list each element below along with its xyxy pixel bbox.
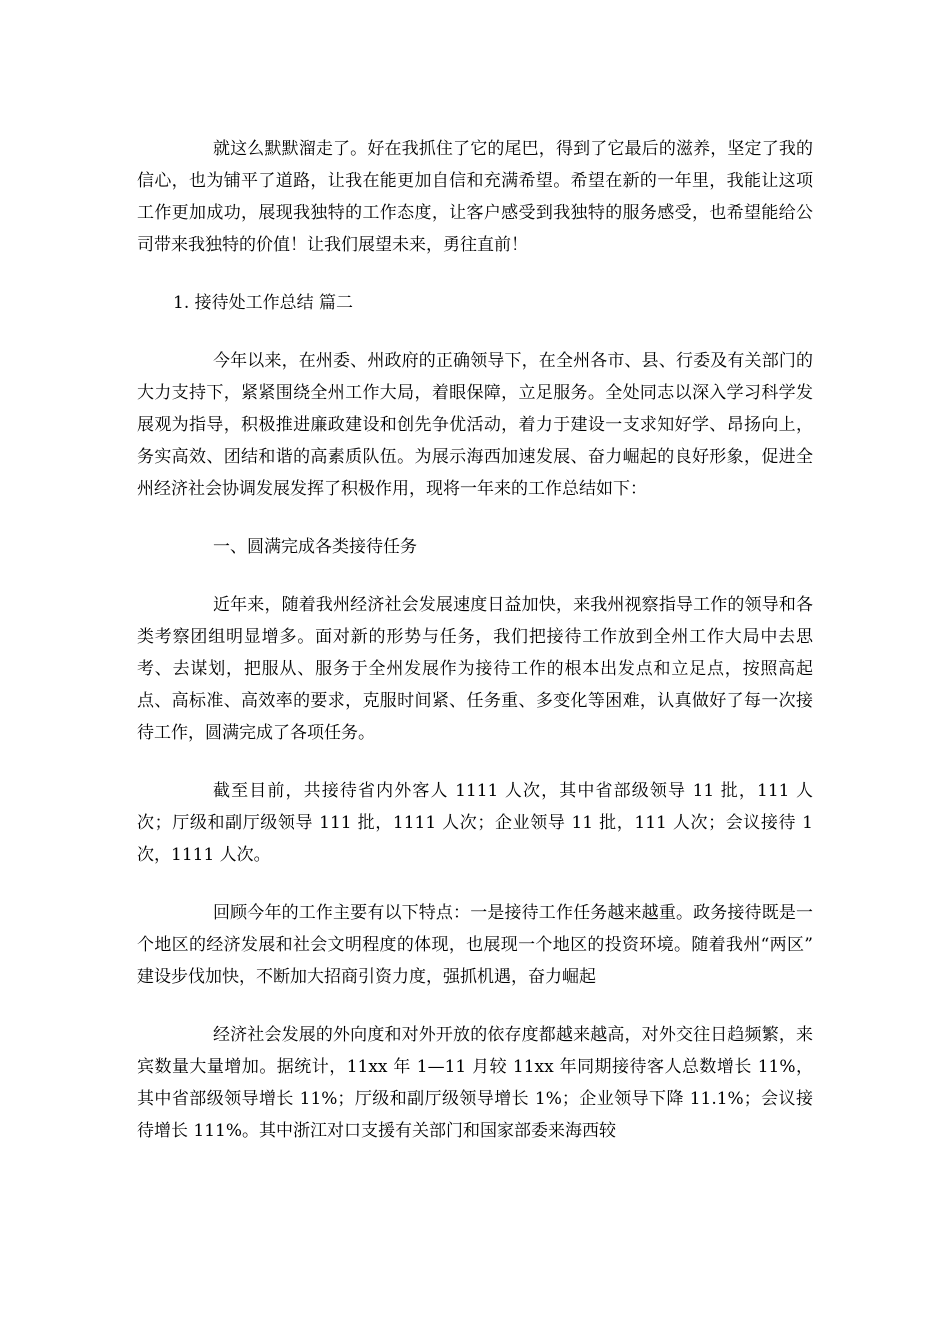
subsection-heading-reception-tasks: 一、圆满完成各类接待任务 — [213, 537, 417, 557]
paragraph-growth-data: 经济社会发展的外向度和对外开放的依存度都越来越高，对外交往日趋频繁，来宾数量大量增加。据统计，11xx 年 1—11 月较 11xx 年同期接待客人总数增长 11%，其中省部级领导增长 11%；厅级和副厅级领导增长 1%；企业领导下降 11.1%；会议接待增长 111%。其中浙江对口支援有关部门和国家部委来海西较 — [137, 1025, 813, 1141]
document-body — [137, 133, 813, 1173]
paragraph-closing-reflection: 就这么默默溜走了。好在我抓住了它的尾巴，得到了它最后的滋养，坚定了我的信心，也为铺平了道路，让我在能更加自信和充满希望。希望在新的一年里，我能让这项工作更加成功，展现我独特的工作态度，让客户感受到我独特的服务感受，也希望能给公司带来我独特的价值！让我们展望未来，勇往直前！ — [137, 139, 813, 255]
section-heading-reception-summary: 1. 接待处工作总结 篇二 — [173, 293, 354, 313]
paragraph-recent-years: 近年来，随着我州经济社会发展速度日益加快，来我州视察指导工作的领导和各类考察团组明显增多。面对新的形势与任务，我们把接待工作放到全州工作大局中去思考、去谋划，把服从、服务于全州发展作为接待工作的根本出发点和立足点，按照高起点、高标准、高效率的要求，克服时间紧、任务重、多变化等困难，认真做好了每一次接待工作，圆满完成了各项任务。 — [137, 595, 813, 743]
paragraph-introduction: 今年以来，在州委、州政府的正确领导下，在全州各市、县、行委及有关部门的大力支持下，紧紧围绕全州工作大局，着眼保障，立足服务。全处同志以深入学习科学发展观为指导，积极推进廉政建设和创先争优活动，着力于建设一支求知好学、昂扬向上，务实高效、团结和谐的高素质队伍。为展示海西加速发展、奋力崛起的良好形象，促进全州经济社会协调发展发挥了积极作用，现将一年来的工作总结如下： — [137, 351, 813, 499]
paragraph-characteristics: 回顾今年的工作主要有以下特点：一是接待工作任务越来越重。政务接待既是一个地区的经济发展和社会文明程度的体现，也展现一个地区的投资环境。随着我州“两区” 建设步伐加快，不断加大招商引资力度，强抓机遇，奋力崛起 — [137, 903, 813, 987]
paragraph-statistics: 截至目前，共接待省内外客人 1111 人次，其中省部级领导 11 批，111 人次；厅级和副厅级领导 111 批，1111 人次；企业领导 11 批，111 人次；会议接待 1 次，1111 人次。 — [137, 781, 813, 865]
